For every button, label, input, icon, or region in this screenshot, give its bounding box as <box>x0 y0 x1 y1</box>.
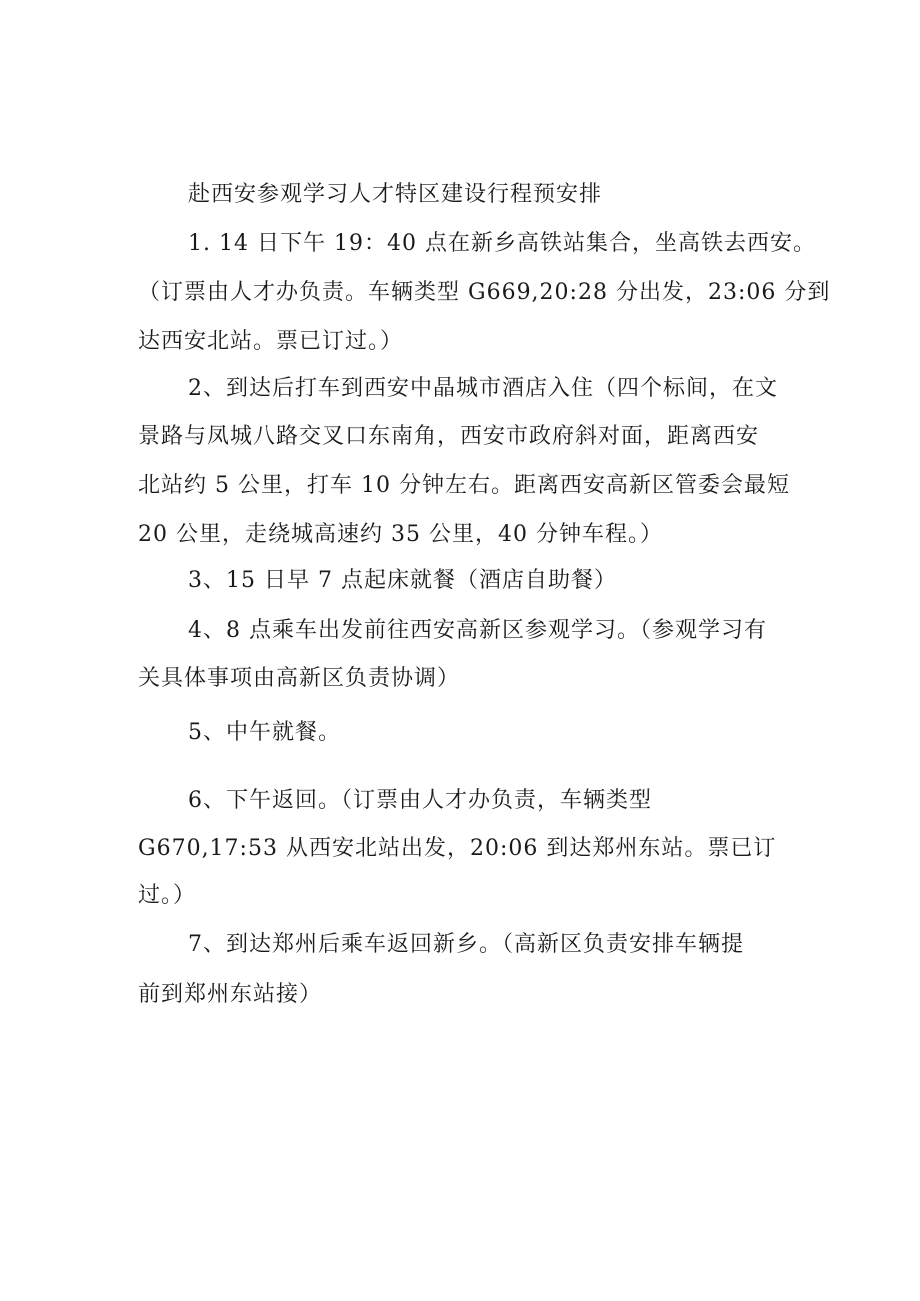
item-1-line-2: （订票由人才办负责。车辆类型 G669,20:28 分出发，23:06 分到 <box>138 280 831 305</box>
item-3-line-1: 3、15 日早 7 点起床就餐（酒店自助餐） <box>188 568 617 593</box>
item-2-line-3: 北站约 5 公里，打车 10 分钟左右。距离西安高新区管委会最短 <box>138 473 790 498</box>
item-6-line-3: 过。） <box>138 883 197 908</box>
item-6-line-2: G670,17:53 从西安北站出发，20:06 到达郑州东站。票已订 <box>138 836 777 861</box>
item-1-line-1: 1. 14 日下午 19：40 点在新乡高铁站集合，坐高铁去西安。 <box>188 231 816 256</box>
item-4-line-2: 关具体事项由高新区负责协调） <box>138 666 461 691</box>
item-5-line-1: 5、中午就餐。 <box>188 720 341 745</box>
item-6-line-1: 6、下午返回。（订票由人才办负责，车辆类型 <box>188 788 652 813</box>
item-4-line-1: 4、8 点乘车出发前往西安高新区参观学习。（参观学习有 <box>188 618 767 643</box>
item-2-line-1: 2、到达后打车到西安中晶城市酒店入住（四个标间，在文 <box>188 376 778 401</box>
item-2-line-2: 景路与凤城八路交叉口东南角，西安市政府斜对面，距离西安 <box>138 424 760 449</box>
item-7-line-1: 7、到达郑州后乘车返回新乡。（高新区负责安排车辆提 <box>188 932 744 957</box>
item-2-line-4: 20 公里，走绕城高速约 35 公里，40 分钟车程。） <box>138 522 663 547</box>
item-7-line-2: 前到郑州东站接） <box>138 982 323 1007</box>
document-title: 赴西安参观学习人才特区建设行程预安排 <box>188 182 603 207</box>
item-1-line-3: 达西安北站。票已订过。） <box>138 329 404 354</box>
